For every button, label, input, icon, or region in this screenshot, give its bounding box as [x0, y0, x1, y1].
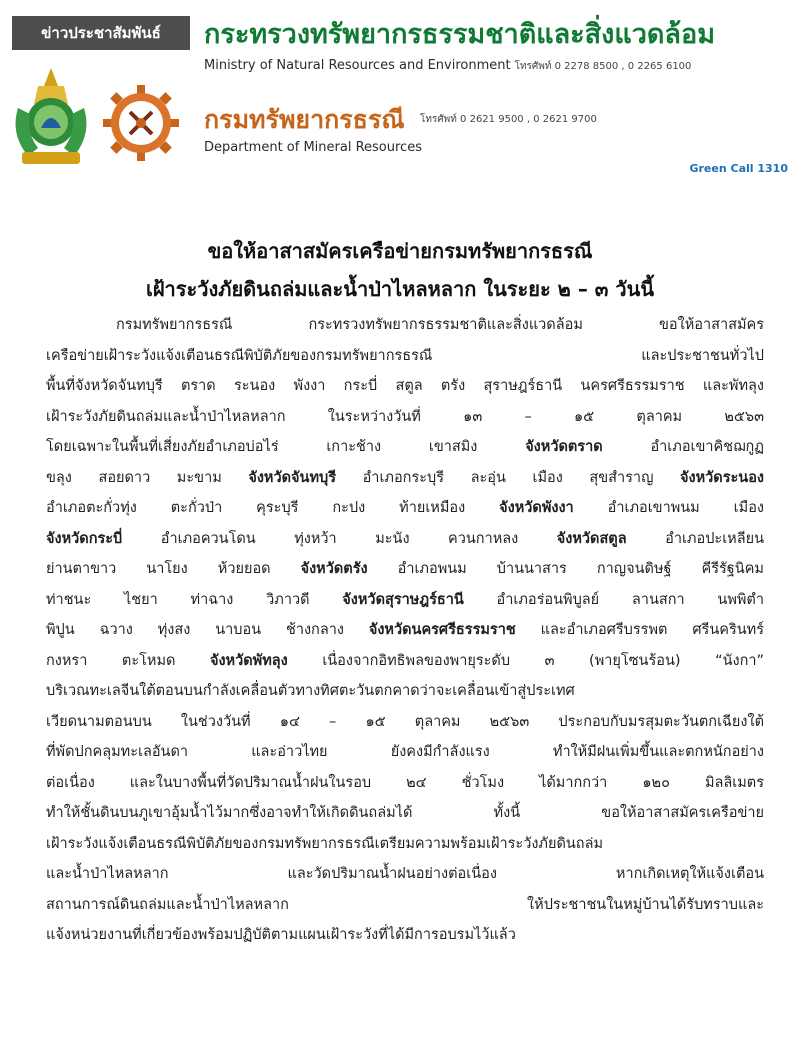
- body-line: สถานการณ์ดินถล่มและน้ำป่าไหลหลาก ให้ประชาชนในหมู่บ้านได้รับทราบและ: [46, 896, 764, 913]
- press-release-label: ข่าวประชาสัมพันธ์: [12, 16, 190, 50]
- department-name-thai: กรมทรัพยากรธรณี: [204, 105, 405, 134]
- department-name-english: Department of Mineral Resources: [204, 140, 422, 155]
- department-phone: โทรศัพท์ 0 2621 9500 , 0 2621 9700: [420, 114, 597, 125]
- body-line: [46, 615, 764, 646]
- body-line: และน้ำป่าไหลหลาก และวัดปริมาณน้ำฝนอย่างต่อเนื่อง หากเกิดเหตุให้แจ้งเตือน: [46, 866, 764, 882]
- ministry-name-thai: กระทรวงทรัพยากรธรรมชาติและสิ่งแวดล้อม: [204, 19, 715, 50]
- body-text: อำเภอควนโดน ทุ่งหว้า มะนัง ควนกาหลง: [122, 530, 557, 547]
- body-text: อำเภอร่อนพิบูลย์ ลานสกา นพพิตำ: [463, 591, 764, 608]
- body-line: [46, 493, 764, 524]
- headline-line-1: ขอให้อาสาสมัครเครือข่ายกรมทรัพยากรธรณี: [207, 239, 593, 263]
- body-line: กรมทรัพยากรธรณี กระทรวงทรัพยากรธรรมชาติและสิ่งแวดล้อม ขอให้อาสาสมัคร: [116, 317, 764, 333]
- body-line: [46, 432, 764, 463]
- body-line: พื้นที่จังหวัดจันทบุรี ตราด ระนอง พังงา กระบี่ สตูล ตรัง สุราษฎร์ธานี นครศรีธรรมราช และพัทลุง: [46, 378, 764, 394]
- body-line: เวียดนามตอนบน ในช่วงวันที่ ๑๔ – ๑๕ ตุลาคม ๒๕๖๓ ประกอบกับมรสุมตะวันตกเฉียงใต้: [46, 713, 764, 730]
- province-name: จังหวัดตรัง: [300, 561, 368, 577]
- body-text: เนื่องจากอิทธิพลของพายุระดับ ๓ (พายุโซนร้อน) “นังกา”: [287, 652, 764, 669]
- body-line: แจ้งหน่วยงานที่เกี่ยวข้องพร้อมปฏิบัติตามแผนเฝ้าระวังที่ได้มีการอบรมไว้แล้ว: [46, 927, 516, 943]
- body-text: อำเภอกระบุรี ละอุ่น เมือง สุขสำราญ: [336, 469, 681, 486]
- body-line: ทำให้ชั้นดินบนภูเขาอุ้มน้ำไว้มากซึ่งอาจทำให้เกิดดินถล่มได้ ทั้งนี้ ขอให้อาสาสมัครเครือข่าย: [46, 805, 764, 821]
- department-gear-emblem-icon: [102, 84, 180, 162]
- province-name: จังหวัดสุราษฎร์ธานี: [342, 591, 464, 608]
- body-text: อำเภอพนม บ้านนาสาร กาญจนดิษฐ์ คีรีรัฐนิคม: [367, 561, 764, 577]
- body-line: [46, 554, 764, 585]
- letterhead: [0, 0, 800, 190]
- body-text: และอำเภอศรีบรรพต ศรีนครินทร์: [515, 622, 764, 638]
- body-line: ต่อเนื่อง และในบางพื้นที่วัดปริมาณน้ำฝนในรอบ ๒๔ ชั่วโมง ได้มากกว่า ๑๒๐ มิลลิเมตร: [46, 774, 764, 791]
- news-headline: [0, 232, 800, 308]
- green-call-hotline: Green Call 1310: [689, 162, 788, 175]
- body-line: ที่พัดปกคลุมทะเลอันดา และอ่าวไทย ยังคงมีกำลังแรง ทำให้มีฝนเพิ่มขึ้นและตกหนักอย่าง: [46, 744, 764, 760]
- province-name: จังหวัดระนอง: [680, 469, 764, 486]
- body-text: ขลุง สอยดาว มะขาม: [46, 469, 249, 486]
- province-name: จังหวัดพัทลุง: [209, 652, 288, 669]
- province-name: จังหวัดสตูล: [556, 530, 627, 547]
- ministry-name-english: [204, 58, 691, 74]
- body-line: [46, 524, 764, 555]
- body-text: อำเภอเขาพนม เมือง: [573, 500, 764, 516]
- province-name: จังหวัดกระบี่: [46, 530, 123, 547]
- ministry-name-english-text: Ministry of Natural Resources and Environment: [204, 58, 511, 73]
- body-text: อำเภอตะกั่วทุ่ง ตะกั่วป่า คุระบุรี กะปง ท้ายเหมือง: [46, 500, 500, 516]
- body-text: อำเภอปะเหลียน: [626, 530, 764, 547]
- province-name: จังหวัดพังงา: [499, 500, 574, 516]
- body-text: ท่าชนะ ไชยา ท่าฉาง วิภาวดี: [46, 591, 343, 608]
- body-line: [46, 585, 764, 616]
- body-text: กงหรา ตะโหมด: [46, 652, 210, 669]
- body-text: โดยเฉพาะในพื้นที่เสี่ยงภัยอำเภอบ่อไร่ เกาะช้าง เขาสมิง: [46, 439, 526, 455]
- body-line: เฝ้าระวังแจ้งเตือนธรณีพิบัติภัยของกรมทรัพยากรธรณีเตรียมความพร้อมเฝ้าระวังภัยดินถล่ม: [46, 835, 604, 852]
- body-line: เครือข่ายเฝ้าระวังแจ้งเตือนธรณีพิบัติภัยของกรมทรัพยากรธรณี และประชาชนทั่วไป: [46, 347, 764, 364]
- ministry-emblem-icon: [8, 64, 94, 170]
- body-line: [46, 463, 764, 494]
- body-line: [46, 646, 764, 677]
- body-text: ย่านตาขาว นาโยง ห้วยยอด: [46, 561, 301, 577]
- body-text: พิปูน ฉวาง ทุ่งสง นาบอน ช้างกลาง: [46, 622, 369, 638]
- province-name: จังหวัดจันทบุรี: [248, 469, 337, 486]
- body-line: บริเวณทะเลจีนใต้ตอนบนกำลังเคลื่อนตัวทางทิศตะวันตกคาดว่าจะเคลื่อนเข้าสู่ประเทศ: [46, 683, 575, 699]
- headline-line-2: เฝ้าระวังภัยดินถล่มและน้ำป่าไหลหลาก ในระยะ ๒ – ๓ วันนี้: [146, 277, 654, 301]
- body-text: อำเภอเขาคิชฌกูฏ: [602, 439, 764, 455]
- ministry-phone: โทรศัพท์ 0 2278 8500 , 0 2265 6100: [514, 61, 692, 72]
- body-line: เฝ้าระวังภัยดินถล่มและน้ำป่าไหลหลาก ในระหว่างวันที่ ๑๓ – ๑๕ ตุลาคม ๒๕๖๓: [46, 408, 764, 425]
- province-name: จังหวัดตราด: [525, 439, 603, 455]
- news-body: [46, 310, 764, 951]
- province-name: จังหวัดนครศรีธรรมราช: [368, 622, 516, 638]
